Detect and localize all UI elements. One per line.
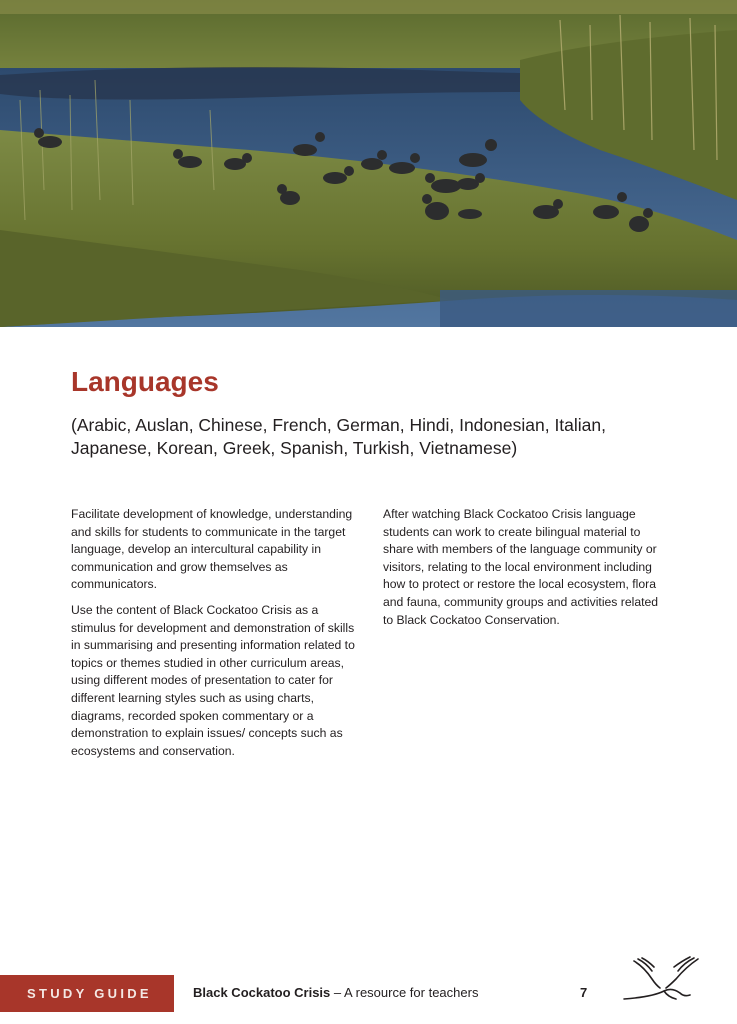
- footer-title: [193, 985, 478, 1000]
- page-title: Languages: [71, 366, 219, 397]
- separator: –: [333, 985, 342, 1000]
- hero-photo: [0, 0, 737, 327]
- right-column: [383, 506, 668, 637]
- film-title: Black Cockatoo Crisis: [193, 985, 331, 1000]
- paragraph: Use the content of Black Cockatoo Crisis as a stimulus for development and demonstration of skills in summarising and presenting information related to topics or themes studied in other curriculum areas, using different modes of presentation to cater for different learning styles such as using charts, diagrams, recorded spoken commentary or a demonstration to explain issues/ concepts such as ecosystems and conservation.: [71, 602, 355, 758]
- paragraph: Facilitate development of knowledge, understanding and skills for students to communicate in the target language, develop an intercultural capability in communication and grow themselves as communicators.: [71, 507, 353, 592]
- tagline: A resource for teachers: [344, 985, 479, 1000]
- page-number: 7: [580, 985, 588, 1000]
- cockatoo-logo-icon: [622, 955, 704, 1005]
- paragraph: After watching Black Cockatoo Crisis language students can work to create bilingual material to share with members of the language community or visitors, relating to the local environment including how to protect or restore the local ecosystem, flora and fauna, community groups and activities related to Black Cockatoo Conservation.: [383, 507, 659, 627]
- left-column: [71, 506, 356, 768]
- black-cockatoos-photo: [0, 0, 737, 327]
- study-guide-badge: STUDY GUIDE: [0, 975, 174, 1012]
- languages-list: (Arabic, Auslan, Chinese, French, German, Hindi, Indonesian, Italian, Japanese, Korean, Greek, Spanish, Turkish, Vietnamese): [71, 415, 606, 458]
